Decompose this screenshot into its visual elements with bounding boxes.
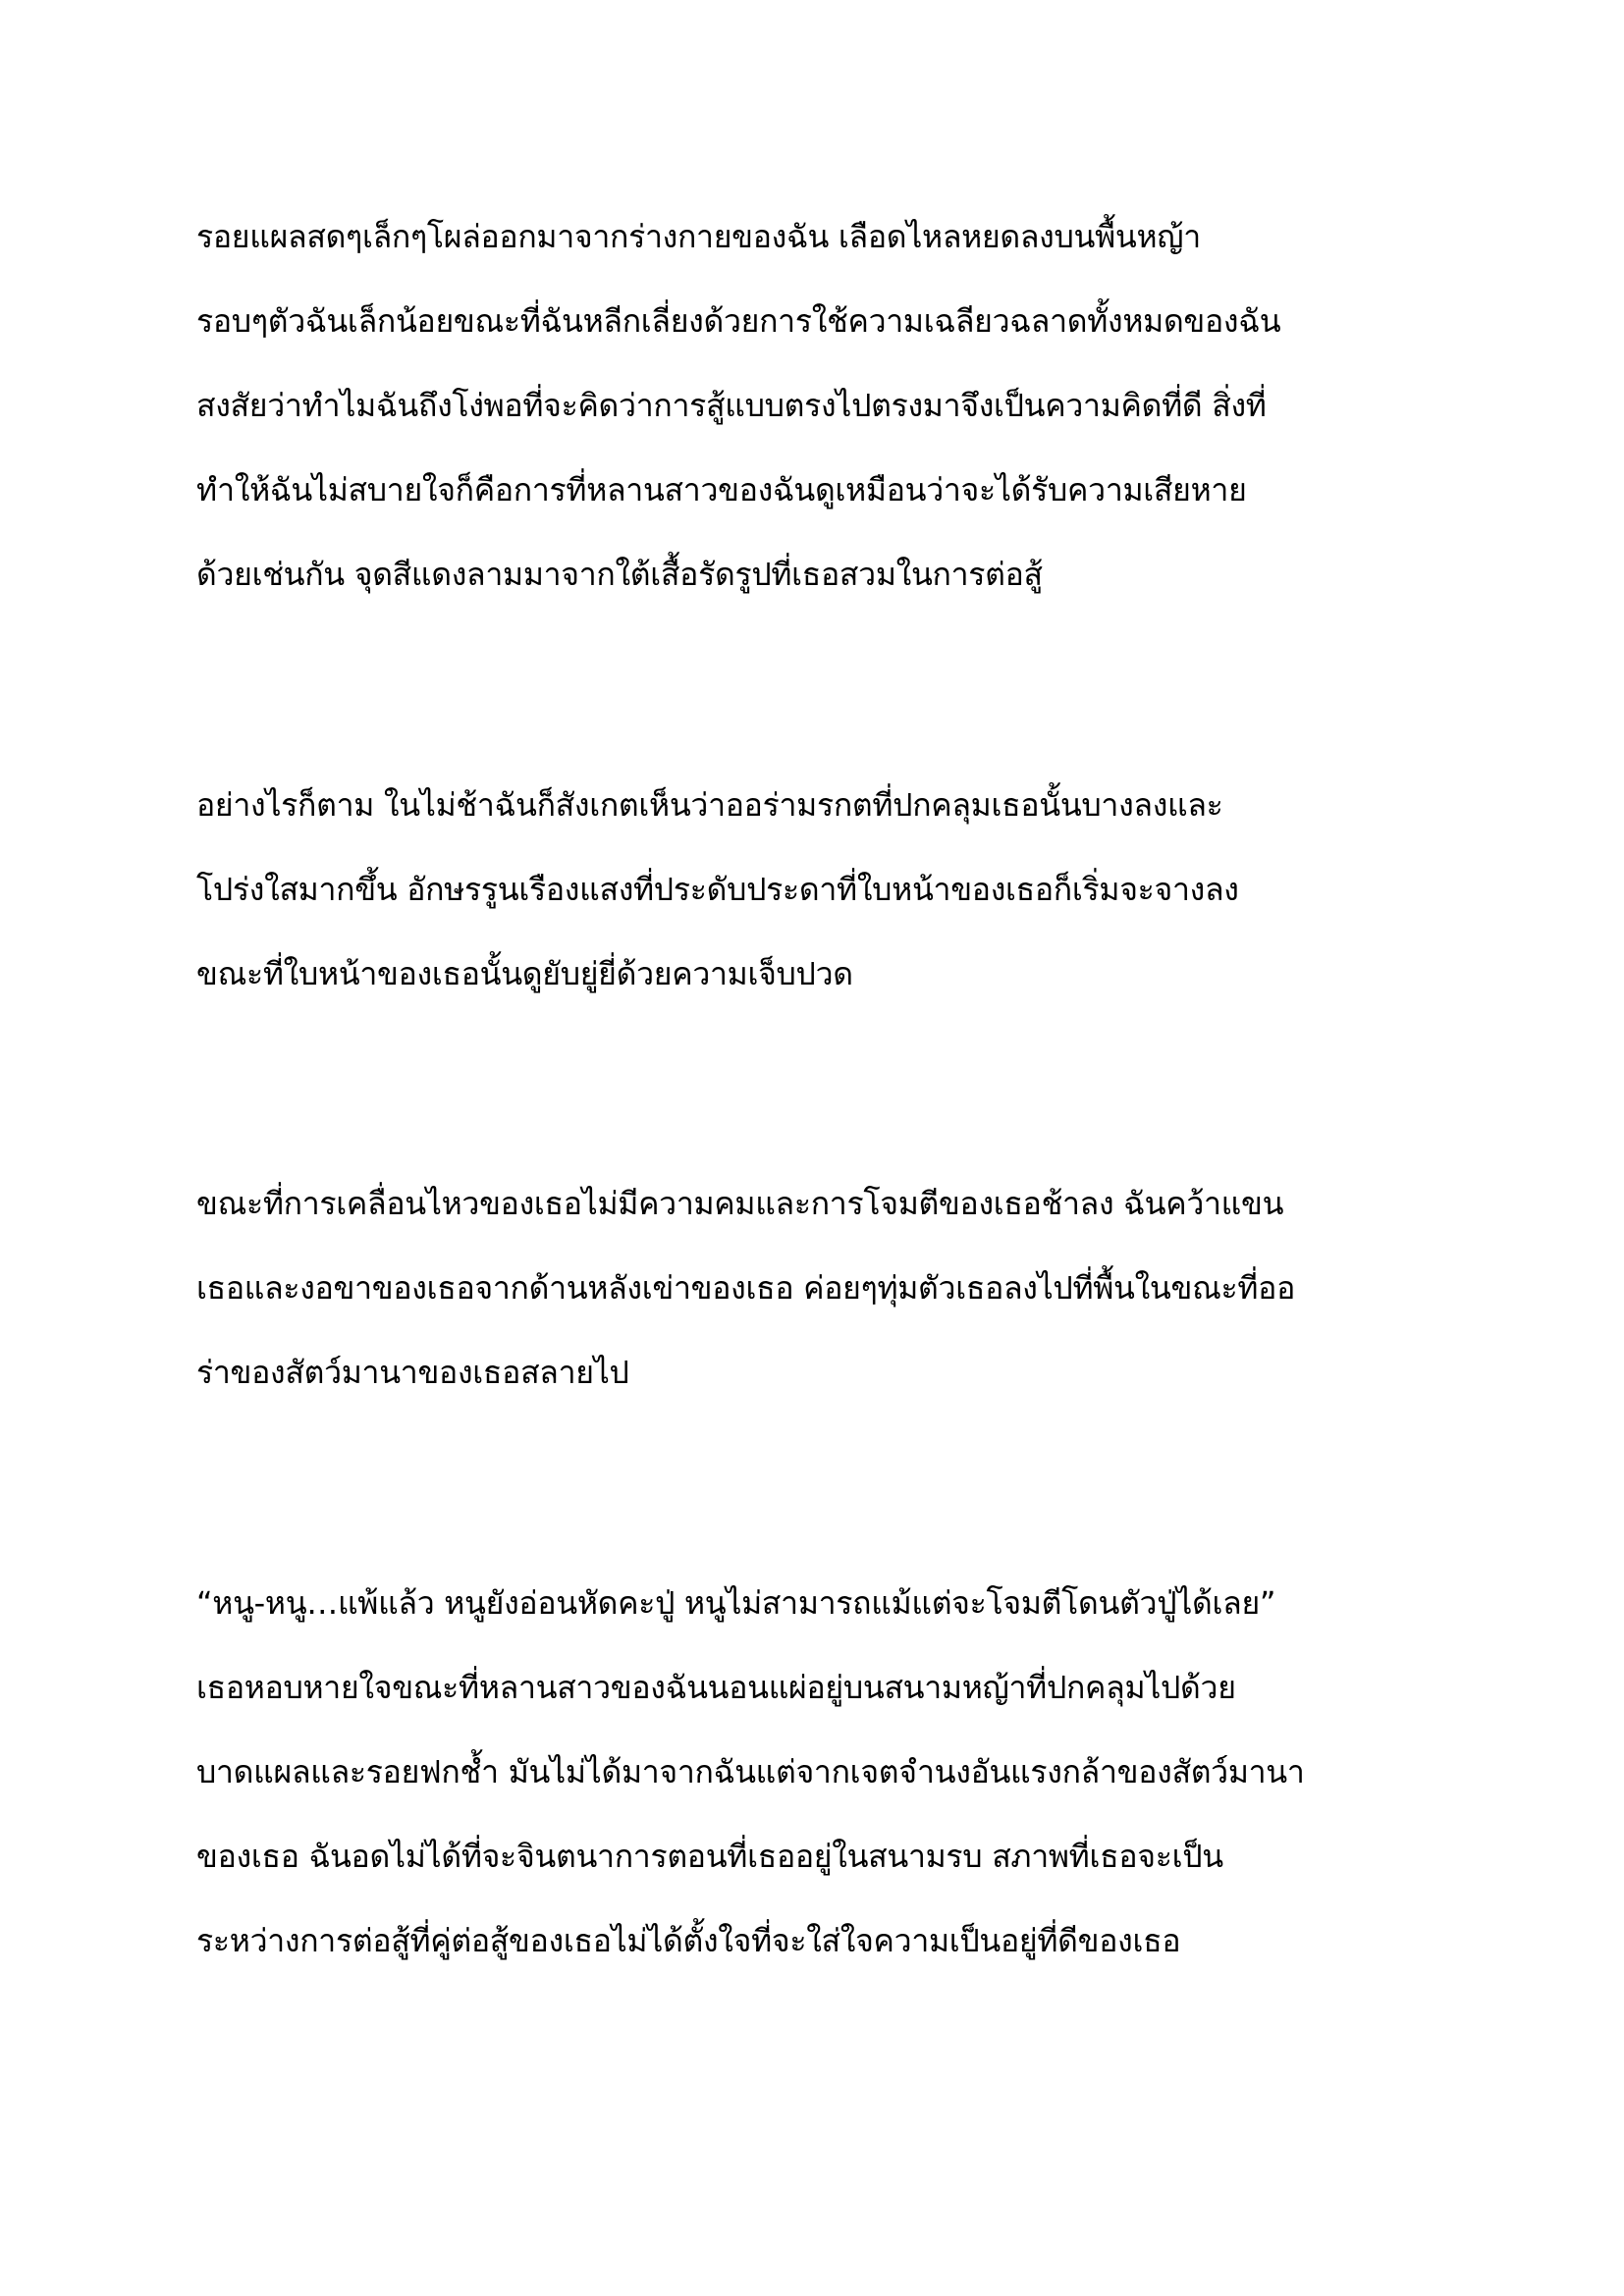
text-line: ของเธอ ฉันอดไม่ได้ที่จะจินตนาการตอนที่เธออยู่ในสนามรบ สภาพที่เธอจะเป็น: [196, 1838, 1223, 1875]
text-line: เธอหอบหายใจขณะที่หลานสาวของฉันนอนแผ่อยู่บนสนามหญ้าที่ปกคลุมไปด้วย: [196, 1669, 1236, 1706]
paragraph-2: [196, 763, 1473, 1016]
text-line: “หนู-หนู…แพ้แล้ว หนูยังอ่อนหัดคะปู่ หนูไม่สามารถแม้แต่จะโจมตีโดนตัวปู่ได้เลย”: [196, 1584, 1276, 1622]
text-line: เธอและงอขาของเธอจากด้านหลังเข่าของเธอ ค่อยๆทุ่มตัวเธอลงไปที่พื้นในขณะที่ออ: [196, 1269, 1295, 1307]
text-line: ร่าของสัตว์มานาของเธอสลายไป: [196, 1354, 629, 1391]
text-line: อย่างไรก็ตาม ในไม่ช้าฉันก็สังเกตเห็นว่าออร่ามรกตที่ปกคลุมเธอนั้นบางลงและ: [196, 786, 1223, 824]
text-line: ทำให้ฉันไม่สบายใจก็คือการที่หลานสาวของฉันดูเหมือนว่าจะได้รับความเสียหาย: [196, 471, 1247, 508]
text-line: บาดแผลและรอยฟกช้ำ มันไม่ได้มาจากฉันแต่จากเจตจำนงอันแรงกล้าของสัตว์มานา: [196, 1753, 1305, 1790]
paragraph-4: [196, 1561, 1473, 1983]
text-line: ด้วยเช่นกัน จุดสีแดงลามมาจากใต้เสื้อรัดรูปที่เธอสวมในการต่อสู้: [196, 556, 1043, 593]
text-line: ขณะที่การเคลื่อนไหวของเธอไม่มีความคมและการโจมตีของเธอช้าลง ฉันคว้าแขน: [196, 1185, 1284, 1222]
text-line: ระหว่างการต่อสู้ที่คู่ต่อสู้ของเธอไม่ได้ตั้งใจที่จะใส่ใจความเป็นอยู่ที่ดีของเธอ: [196, 1922, 1181, 1959]
text-line: ขณะที่ใบหน้าของเธอนั้นดูยับยู่ยี่ด้วยความเจ็บปวด: [196, 955, 853, 992]
paragraph-1: [196, 194, 1473, 616]
text-line: รอยแผลสดๆเล็กๆโผล่ออกมาจากร่างกายของฉัน เลือดไหลหยดลงบนพื้นหญ้า: [196, 218, 1201, 255]
paragraph-3: [196, 1161, 1473, 1415]
text-line: สงสัยว่าทำไมฉันถึงโง่พอที่จะคิดว่าการสู้แบบตรงไปตรงมาจึงเป็นความคิดที่ดี สิ่งที่: [196, 387, 1267, 424]
text-line: รอบๆตัวฉันเล็กน้อยขณะที่ฉันหลีกเลี่ยงด้วยการใช้ความเฉลียวฉลาดทั้งหมดของฉัน: [196, 302, 1281, 340]
text-line: โปร่งใสมากขึ้น อักษรรูนเรืองแสงที่ประดับประดาที่ใบหน้าของเธอก็เริ่มจะจางลง: [196, 871, 1239, 908]
